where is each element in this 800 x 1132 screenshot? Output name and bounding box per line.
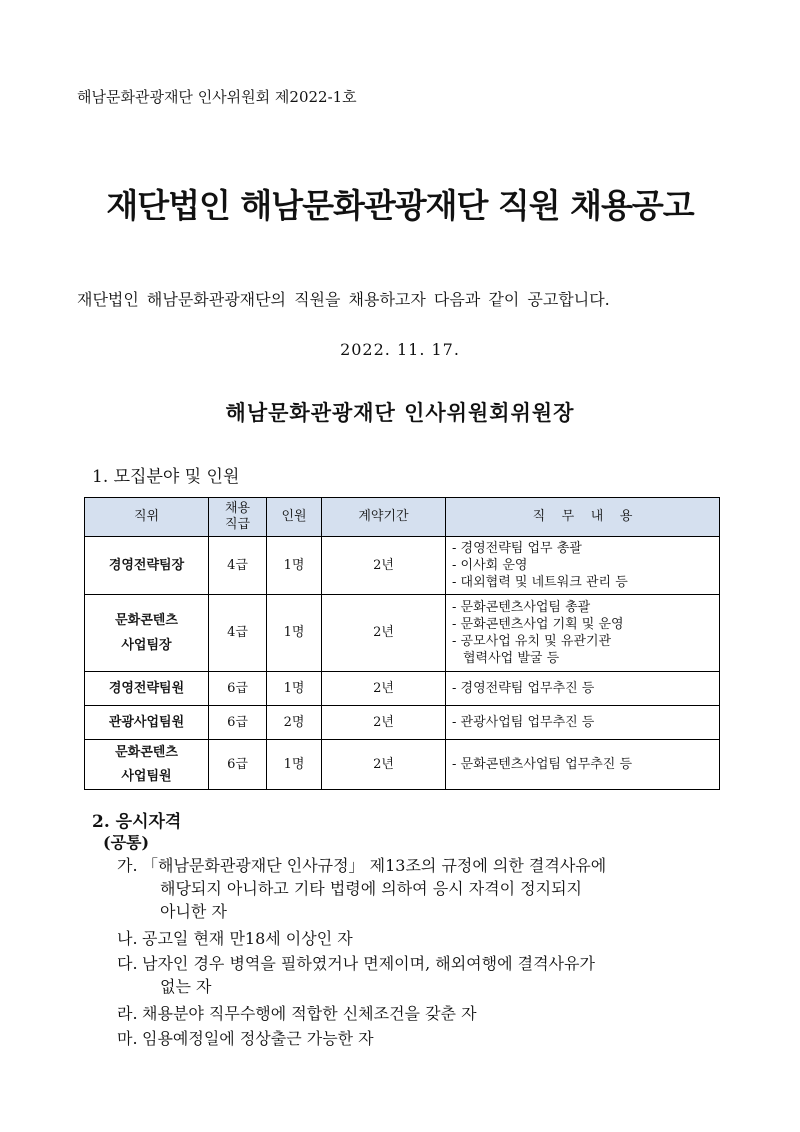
qualification-item — [117, 854, 606, 877]
table-header-row — [85, 498, 720, 537]
col-header-position: 직위 — [85, 498, 209, 537]
duty-line: 협력사업 발굴 등 — [463, 651, 560, 666]
section1-heading: 1. 모집분야 및 인원 — [92, 467, 240, 487]
cell-count: 1명 — [267, 740, 322, 790]
duty-line: - 경영전략팀 업무추진 등 — [452, 681, 595, 696]
cell-count: 2명 — [267, 706, 322, 740]
item-mark: 라. — [117, 1004, 138, 1023]
cell-term: 2년 — [322, 595, 446, 672]
cell-term: 2년 — [322, 740, 446, 790]
cell-position: 관광사업팀원 — [85, 706, 209, 740]
document-number: 해남문화관광재단 인사위원회 제2022-1호 — [77, 88, 357, 106]
col-header-term: 계약기간 — [322, 498, 446, 537]
cell-count: 1명 — [267, 595, 322, 672]
cell-position: 문화콘텐츠 사업팀원 — [85, 740, 209, 790]
cell-duties — [446, 740, 720, 790]
duty-line: - 관광사업팀 업무추진 등 — [452, 715, 595, 730]
cell-count: 1명 — [267, 672, 322, 706]
table-row — [85, 740, 720, 790]
table-row — [85, 595, 720, 672]
qualification-item — [117, 952, 595, 975]
duty-line: - 이사회 운영 — [452, 558, 528, 573]
duty-line: - 대외협력 및 네트워크 관리 등 — [452, 575, 628, 590]
duty-line: - 문화콘텐츠사업팀 총괄 — [452, 600, 591, 615]
section2-subheading: (공통) — [103, 833, 150, 852]
intro-text: 재단법인 해남문화관광재단의 직원을 채용하고자 다음과 같이 공고합니다. — [77, 290, 610, 309]
col-header-count: 인원 — [267, 498, 322, 537]
cell-grade: 6급 — [209, 740, 267, 790]
item-mark: 나. — [117, 929, 138, 948]
qualification-item — [117, 1002, 477, 1025]
item-line: 공고일 현재 만18세 이상인 자 — [142, 929, 353, 948]
cell-grade: 4급 — [209, 595, 267, 672]
qualification-item — [117, 927, 353, 950]
cell-duties — [446, 706, 720, 740]
duty-line: - 문화콘텐츠사업 기획 및 운영 — [452, 617, 624, 632]
duty-line: - 경영전략팀 업무 총괄 — [452, 541, 582, 556]
cell-grade: 6급 — [209, 706, 267, 740]
item-mark: 마. — [117, 1029, 138, 1048]
item-mark: 다. — [117, 954, 138, 973]
item-line: 아니한 자 — [160, 902, 227, 921]
item-line: 없는 자 — [160, 977, 212, 996]
duty-line: - 공모사업 유치 및 유관기관 — [452, 634, 612, 649]
cell-grade: 6급 — [209, 672, 267, 706]
cell-position: 경영전략팀장 — [85, 537, 209, 595]
qualification-item — [117, 1027, 374, 1050]
announcement-date: 2022. 11. 17. — [340, 340, 460, 359]
cell-duties — [446, 537, 720, 595]
cell-term: 2년 — [322, 537, 446, 595]
section2-heading: 2. 응시자격 — [92, 812, 182, 832]
cell-term: 2년 — [322, 706, 446, 740]
cell-grade: 4급 — [209, 537, 267, 595]
issuer: 해남문화관광재단 인사위원회위원장 — [225, 400, 575, 425]
cell-position: 문화콘텐츠 사업팀장 — [85, 595, 209, 672]
item-line: 남자인 경우 병역을 필하였거나 면제이며, 해외여행에 결격사유가 — [142, 954, 595, 973]
cell-position: 경영전략팀원 — [85, 672, 209, 706]
item-line: 임용예정일에 정상출근 가능한 자 — [142, 1029, 374, 1048]
cell-duties — [446, 672, 720, 706]
table-row — [85, 706, 720, 740]
item-line: 채용분야 직무수행에 적합한 신체조건을 갖춘 자 — [142, 1004, 477, 1023]
duty-line: - 문화콘텐츠사업팀 업무추진 등 — [452, 757, 633, 772]
cell-count: 1명 — [267, 537, 322, 595]
col-header-grade: 채용 직급 — [209, 498, 267, 537]
positions-table — [84, 497, 720, 790]
table-row — [85, 537, 720, 595]
col-header-duties: 직 무 내 용 — [446, 498, 720, 537]
cell-term: 2년 — [322, 672, 446, 706]
item-line: 해당되지 아니하고 기타 법령에 의하여 응시 자격이 정지되지 — [160, 879, 583, 898]
cell-duties — [446, 595, 720, 672]
table-row — [85, 672, 720, 706]
item-line: 「해남문화관광재단 인사규정」 제13조의 규정에 의한 결격사유에 — [142, 856, 607, 875]
page-title: 재단법인 해남문화관광재단 직원 채용공고 — [106, 186, 694, 225]
item-mark: 가. — [117, 856, 138, 875]
